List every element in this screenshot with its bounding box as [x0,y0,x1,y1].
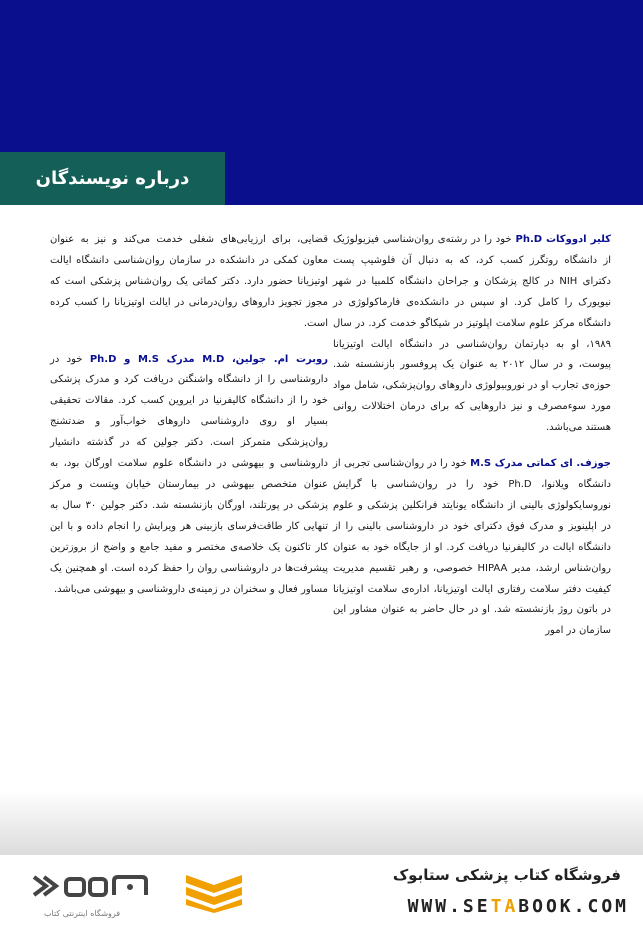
author-bio: خود را در روان‌شناسی تجربی از دانشگاه ویلانوا، Ph.D خود را در روان‌شناسی با گرایش نوروسایکولوژی بالینی از دانشگاه یونایتد فرانکلین پزشکی و علوم در اپلینویز و مدرک فوق دکترای خود در داروشناسی بالینی را از دانشگاه ایالت در کالیفرنیا دریافت کرد. او از جایگاه خود به عنوان روان‌شناس ارشد، مدیر HIPAA خصوصی، و رهبر تقسیم مدیریت کیفیت دفتر سلامت رفتاری ایالت اوتیزیانا، اداره‌ی سلامت اوتیزیانا در باتون روژ بازنشسته شد. او در حال حاضر به عنوان مشاور این سازمان در امور [333,458,611,637]
author-bio: قضایی، برای ارزیابی‌های شغلی خدمت می‌کند و نیز به عنوان معاون کمکی در دانشکده در سازمان روان‌شناسی دانشگاه ایالت اوتیزیانا حضور دارد. دکتر کماتی یک روان‌شناس پزشکی است که مجوز تجویز داروهای روان‌درمانی در ایالت اوتیزیانا را کسب کرده است. [50,234,328,329]
shop-url[interactable] [408,896,629,917]
shop-name: فروشگاه کتاب پزشکی ستابوک [392,866,621,884]
section-title: درباره نویسندگان [0,152,225,205]
author-degree-label: مدرک [491,458,527,470]
book-logo-icon [182,869,246,913]
author-bio: خود را در رشته‌ی روان‌شناسی فیزیولوژیک از دانشگاه روتگرز کسب کرد، که به دنبال آن فلوشیپ پست دکترای NIH در کالج پزشکان و جراحان دانشگاه کلمبیا در شهر نیویورک را کامل کرد. او سپس در دانشکده‌ی فارماکولوژی در دانشگاه مرکز علوم سلامت اپلوتیز در شیکاگو خدمت کرد. در سال ۱۹۸۹، او به دپارتمان روان‌شناسی در دانشگاه ایالت اوتیزیانا پیوست، و در سال ۲۰۱۲ به عنوان یک پروفسور بازنشسته شد. حوزه‌ی تجارب او در نوروبیولوژی داروهای روان‌پزشکی، شامل مواد مورد سوءمصرف و نیز داروهایی که برای درمان اختلالات روانی هستند می‌باشد. [333,234,611,434]
author-name: روبرت ام. جولین [235,353,328,365]
logo-tagline: فروشگاه اینترنتی کتاب [44,909,121,918]
author-name: کلیر ادووکات [545,234,612,245]
author-degree: ، M.D مدرک M.S و Ph.D [89,353,236,365]
header-band [0,0,643,152]
shop-url-highlight: TA [490,896,519,917]
footer-fade [0,790,643,855]
author-name: جوزف. ای کماتی [526,458,611,470]
column-right [333,230,611,657]
author-degree: Ph.D [515,234,543,245]
author-paragraph-comaty-cont [50,230,328,335]
shop-url-part: WWW.SE [407,896,491,917]
author-paragraph-advokat [333,230,611,439]
author-degree: M.S [470,458,492,470]
header-band-lower [225,152,643,205]
author-paragraph-julien [50,350,328,601]
footer-banner [0,855,643,926]
author-paragraph-comaty [333,454,611,642]
shop-url-part: BOOK.COM [518,896,629,917]
author-bio: خود در داروشناسی را از دانشگاه واشنگتن دریافت کرد و مدرک پزشکی خود را از دانشگاه کالیفرنیا در ایروین کسب کرد. مقالات تحقیقی بسیار او روی داروشناسی داروهای خواب‌آور و ضدتشنج روان‌پزشکی متمرکز است. دکتر جولین که در گذشته دانشیار داروشناسی و بیهوشی در دانشگاه علوم سلامت اورگان بود، به عنوان متخصص بیهوشی در بیمارستان خیابان ویتست و مرکز پزشکی در پورتلند، اورگان بازنشسته شد. دکتر جولین ۳۰ سال به تنهایی کار طاقت‌فرسای بازبینی هر ویرایش را انجام داده و با این کار تاکنون یک خلاصه‌ی مختصر و مفید جامع و واضح از بروزترین پیشرفت‌ها در داروشناسی روان را حفظ کرده است. او همچنین یک مساور فعال و سخنران در زمینه‌ی داروشناسی و بیهوشی می‌باشد. [50,353,328,595]
column-left [50,230,328,615]
setabook-wordmark-icon [32,871,158,901]
